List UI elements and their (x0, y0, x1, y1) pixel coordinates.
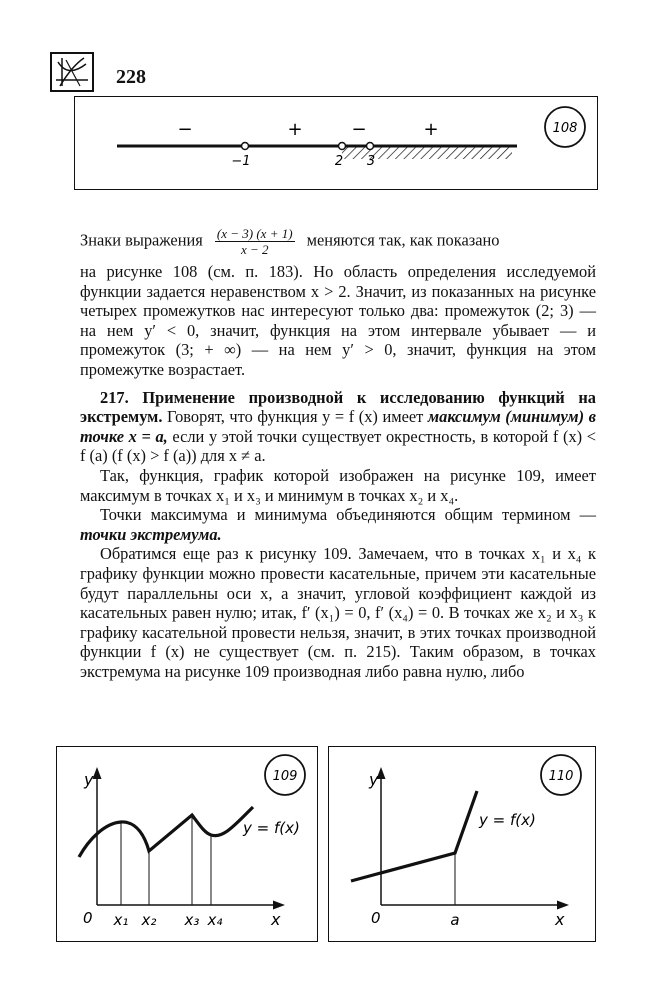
paragraph-4-text: Точки максимума и минимума объединяются общим термином — (100, 505, 596, 525)
sign-3: − (351, 119, 367, 140)
intro-after: меняются так, как показано (306, 230, 500, 250)
tick-x1: x₁ (113, 911, 129, 929)
curve-label: y = f(x) (479, 811, 536, 829)
fraction (215, 226, 295, 257)
figure-108 (74, 96, 598, 190)
figure-number: 109 (272, 769, 298, 784)
paragraph-3: Так, функция, график которой изображен на рисунке 109, имеет максимум в точках x₁ и x₃ и минимум в точках x₂ и x₄. (80, 465, 596, 505)
number-line-diagram (75, 97, 599, 191)
sign-1: − (177, 119, 193, 140)
y-axis-label: y (84, 770, 94, 789)
section-217 (80, 388, 596, 466)
point-3 (367, 143, 374, 150)
figure-number: 110 (548, 769, 574, 784)
function-curve (351, 791, 477, 881)
graph-110 (329, 747, 597, 943)
paragraph-4 (80, 505, 596, 544)
origin-label: 0 (371, 909, 381, 927)
body-text (80, 262, 596, 681)
paragraph-4-term: точки экстремума. (80, 524, 222, 544)
x-axis-label: x (555, 910, 565, 929)
tick-a: a (450, 911, 460, 929)
intro-line (80, 226, 596, 257)
figure-110 (328, 746, 596, 942)
section-text-1: Говорят, что функция y = f (x) имеет (167, 407, 424, 427)
tick-x3: x₃ (184, 911, 200, 929)
section-text-2: если у этой точки существует окрестность, в которой f (x) < f (a) (f (x) > f (a)) для x ≠ a. (80, 426, 597, 466)
point-2 (339, 143, 346, 150)
origin-label: 0 (83, 909, 93, 927)
label-2: 2 (334, 154, 344, 169)
sign-2: + (287, 119, 303, 140)
section-heading: 217. Применение производной к исследованию функций на экстремум. (80, 387, 596, 427)
function-curve (79, 807, 253, 857)
figure-number: 108 (552, 121, 578, 136)
point-minus-1 (242, 143, 249, 150)
book-logo-icon (50, 52, 94, 92)
curve-label: y = f(x) (243, 819, 300, 837)
fraction-denominator: x − 2 (240, 242, 269, 257)
label-3: 3 (366, 154, 376, 169)
page-number: 228 (116, 66, 146, 88)
sign-4: + (423, 119, 439, 140)
graph-109 (57, 747, 319, 943)
figure-109 (56, 746, 318, 942)
paragraph-1: на рисунке 108 (см. п. 183). Но область определения исследуемой функции задается неравенством x > 2. Значит, из показанных на рисунке четырех промежутков нас интересуют только два: промежуток (2; 3) — на нем y′ < 0, значит, функция на этом интервале убывает — и промежуток (3; + ∞) — на нем y′ > 0, значит, функция на этом промежутке возрастает. (80, 262, 596, 379)
paragraph-5: Обратимся еще раз к рисунку 109. Замечаем, что в точках x₁ и x₄ к графику функции можно провести касательные, причем эти касательные будут параллельны оси x, а значит, угловой коэффициент каждой из касательных равен нулю; итак, f′ (x₁) = 0, f′ (x₄) = 0. В точках же x₂ и x₃ к графику касательной провести нельзя, значит, в этих точках производной функции f (x) не существует (см. п. 215). Таким образом, в точках экстремума на рисунке 109 производная либо равна нулю, либо (80, 544, 596, 681)
label-minus-1: −1 (231, 154, 251, 169)
tick-x2: x₂ (141, 911, 157, 929)
x-axis-label: x (271, 910, 281, 929)
intro-before: Знаки выражения (80, 230, 203, 250)
tick-x4: x₄ (207, 911, 223, 929)
fraction-numerator: (x − 3) (x + 1) (216, 226, 293, 241)
section-term: максимум (минимум) в точке x = a, (80, 407, 596, 446)
y-axis-label: y (369, 770, 379, 789)
